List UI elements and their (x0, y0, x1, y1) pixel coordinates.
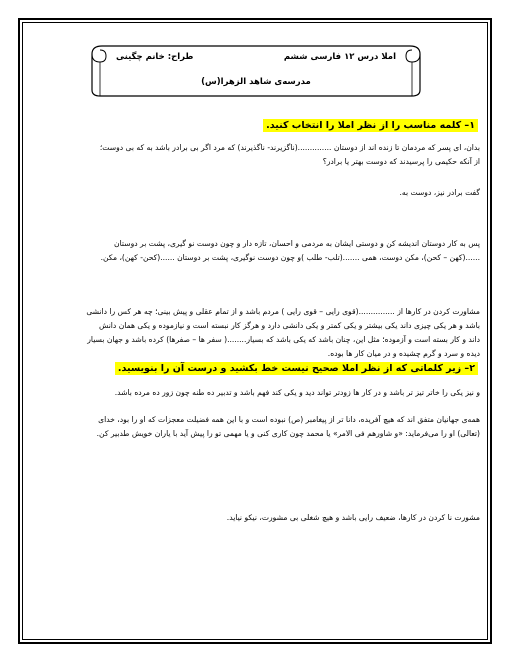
section1-paragraph3 (30, 237, 480, 265)
section1-heading-text: ۱– کلمه مناسب را از نظر املا را انتخاب کنید. (263, 119, 478, 132)
text-line: گفت برادر نیز، دوست به. (399, 188, 480, 197)
section2-paragraph3 (30, 511, 480, 525)
text-line: (تعالی) او را می‌فرماید: «و شاورهم فی الامر» یا محمد چون کاری کنی و یا مهمی تو را پیش آید با یاران خویش طدبیر کن. (96, 429, 480, 438)
section1-paragraph2 (30, 186, 480, 200)
text-line: بدان، ای پسر که مردمان تا زنده اند از دوستان ..............(ناگزیرند- ناگذیرند) که مرد اگر بی برادر باشد به که بی دوست؛ (99, 143, 480, 152)
text-line: ......(کهن – کحن)، مکن دوست، همی .......(تلب- طلب )و چون دوست نوگیری، پشت بر دوستان ......(کحن- کهن)، مکن. (100, 253, 480, 262)
text-line: مشورت نا کردن در کارها، ضعیف رایی باشد و هیچ شغلی بی مشورت، نیکو نیاید. (226, 513, 480, 522)
text-line: باشد و هر یکی چیزی داند یکی بیشتر و یکی کمتر و یکی دانشی دارد و هرگز کار نبسته است و نیازموده و یکی همان دانش (99, 321, 480, 330)
text-line: دیده و سرد و گرم چشیده و در میان کار ها بوده. (327, 349, 480, 358)
text-line: مشاورت کردن در کارها از ...............(قوی رایی – قوی رایی ) مردم باشد و از تمام عقلی و پیش بینی؛ چه هر کس را دانشی (86, 307, 480, 316)
section2-heading (36, 361, 478, 377)
designer-name: طراح: خانم چگینی (116, 52, 194, 62)
header-scroll-banner (86, 40, 426, 100)
text-line: پس به کار دوستان اندیشه کن و دوستی ایشان به مردمی و احسان، تازه دار و چون دوست نو گیری، پشت بر دوستان (114, 239, 480, 248)
text-line: همه‌ی جهانیان متفق اند که هیچ آفریده، دانا تر از پیغامبر (ص) نبوده است و با این همه فضیلت معجزات که او را بود، خدای (98, 415, 480, 424)
lesson-title: املا درس ۱۲ فارسی ششم (283, 52, 396, 62)
text-line: از آنکه حکیمی را پرسیدند که دوست بهتر یا برادر؟ (322, 157, 480, 166)
text-line: داند و کار بسته است و آزموده؛ مثل این، چنان باشد که یکی باشد که بسیار........( سفر ها – صفرها) کرده باشد و جهان بسیار (87, 335, 480, 344)
section1-heading (36, 118, 478, 134)
section1-paragraph4 (30, 305, 480, 361)
header-top-row (116, 52, 396, 66)
section2-paragraph2 (30, 413, 480, 441)
scroll-ornament (86, 40, 426, 100)
section1-paragraph1 (30, 141, 480, 169)
section2-heading-text: ۲– زیر کلماتی که از نظر املا صحیح نیست خط بکشید و درست آن را بنویسید. (115, 362, 478, 375)
section2-paragraph1 (30, 386, 480, 400)
school-name: مدرسه‌ی شاهد الزهرا(س) (201, 77, 311, 87)
text-line: و نیز یکی را خاتر تیز تر باشد و در کار ها زودتر تواند دید و یکی کند فهم باشد و تدبیر ده طنه چون زور ده مرده باشد. (114, 388, 480, 397)
